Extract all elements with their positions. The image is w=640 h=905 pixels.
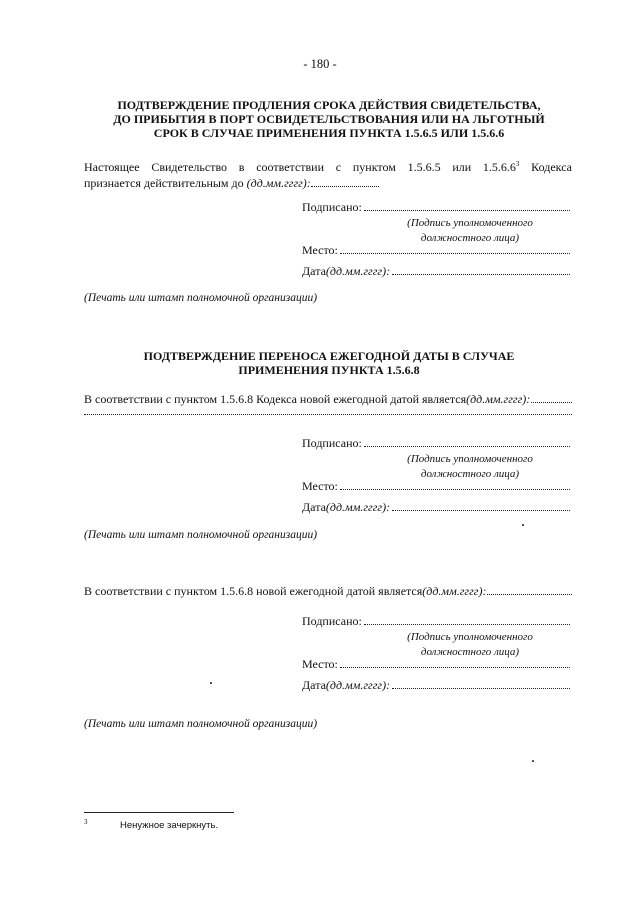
place-field[interactable] bbox=[340, 243, 570, 254]
section1-paragraph-line1: Настоящее Свидетельство в соответствии с пунктом 1.5.6.5 или 1.5.6.6$^3$ Кодекса bbox=[84, 160, 572, 174]
signature-hint: (Подпись уполномоченного должностного лица) bbox=[407, 453, 533, 480]
section1-heading-line: ПОДТВЕРЖДЕНИЕ ПРОДЛЕНИЯ СРОКА ДЕЙСТВИЯ СВИДЕТЕЛЬСТВА, bbox=[117, 98, 541, 112]
date-field[interactable] bbox=[392, 500, 570, 511]
section2-heading-line: ПРИМЕНЕНИЯ ПУНКТА 1.5.6.8 bbox=[238, 363, 420, 377]
section2-heading-line: ПОДТВЕРЖДЕНИЕ ПЕРЕНОСА ЕЖЕГОДНОЙ ДАТЫ В СЛУЧАЕ bbox=[143, 349, 515, 363]
signature-field[interactable] bbox=[364, 200, 570, 211]
scan-speck bbox=[210, 682, 212, 684]
section2-heading bbox=[84, 349, 574, 377]
date-row: Дата (дд.мм.гггг): bbox=[302, 500, 570, 515]
seal-note: (Печать или штамп полномочной организации) bbox=[84, 718, 318, 730]
date-field[interactable] bbox=[392, 264, 570, 275]
signature-hint: (Подпись уполномоченного должностного лица) bbox=[407, 631, 533, 658]
page-number: - 180 - bbox=[303, 57, 337, 71]
signed-row: Подписано: bbox=[302, 436, 570, 451]
signature-hint: (Подпись уполномоченного должностного лица) bbox=[407, 217, 533, 244]
footnote-rule bbox=[84, 812, 234, 813]
place-row: Место: bbox=[302, 479, 570, 494]
date-row: Дата (дд.мм.гггг): bbox=[302, 678, 570, 693]
section1-heading bbox=[84, 98, 574, 140]
dotted-continuation-line[interactable] bbox=[84, 414, 572, 415]
scan-speck bbox=[522, 524, 524, 526]
place-row: Место: bbox=[302, 657, 570, 672]
new-annual-date-field[interactable] bbox=[487, 584, 572, 595]
section2-paragraph: В соответствии с пунктом 1.5.6.8 Кодекса новой ежегодной датой является (дд.мм.гггг): bbox=[84, 392, 572, 407]
footnote-mark: 3 bbox=[84, 818, 88, 826]
validity-date-field[interactable] bbox=[311, 175, 379, 187]
seal-note: (Печать или штамп полномочной организации) bbox=[84, 292, 318, 304]
footnote-text: Ненужное зачеркнуть. bbox=[120, 820, 219, 831]
scan-speck bbox=[532, 760, 534, 762]
signed-row: Подписано: bbox=[302, 614, 570, 629]
date-field[interactable] bbox=[392, 678, 570, 689]
date-row: Дата (дд.мм.гггг): bbox=[302, 264, 570, 279]
section1-paragraph-line2: признается действительным до (дд.мм.гггг): bbox=[84, 175, 572, 191]
place-field[interactable] bbox=[340, 657, 570, 668]
section3-paragraph: В соответствии с пунктом 1.5.6.8 новой ежегодной датой является (дд.мм.гггг): bbox=[84, 584, 572, 599]
signed-row: Подписано: bbox=[302, 200, 570, 215]
section1-heading-line: СРОК В СЛУЧАЕ ПРИМЕНЕНИЯ ПУНКТА 1.5.6.5 ИЛИ 1.5.6.6 bbox=[153, 126, 505, 140]
place-field[interactable] bbox=[340, 479, 570, 490]
footnote-ref[interactable]: 3 bbox=[515, 160, 520, 168]
section1-paragraph bbox=[84, 157, 572, 191]
place-row: Место: bbox=[302, 243, 570, 258]
section1-heading-line: ДО ПРИБЫТИЯ В ПОРТ ОСВИДЕТЕЛЬСТВОВАНИЯ ИЛИ НА ЛЬГОТНЫЙ bbox=[113, 112, 545, 126]
new-annual-date-field[interactable] bbox=[531, 392, 572, 403]
seal-note: (Печать или штамп полномочной организации) bbox=[84, 529, 318, 541]
signature-field[interactable] bbox=[364, 436, 570, 447]
signature-field[interactable] bbox=[364, 614, 570, 625]
